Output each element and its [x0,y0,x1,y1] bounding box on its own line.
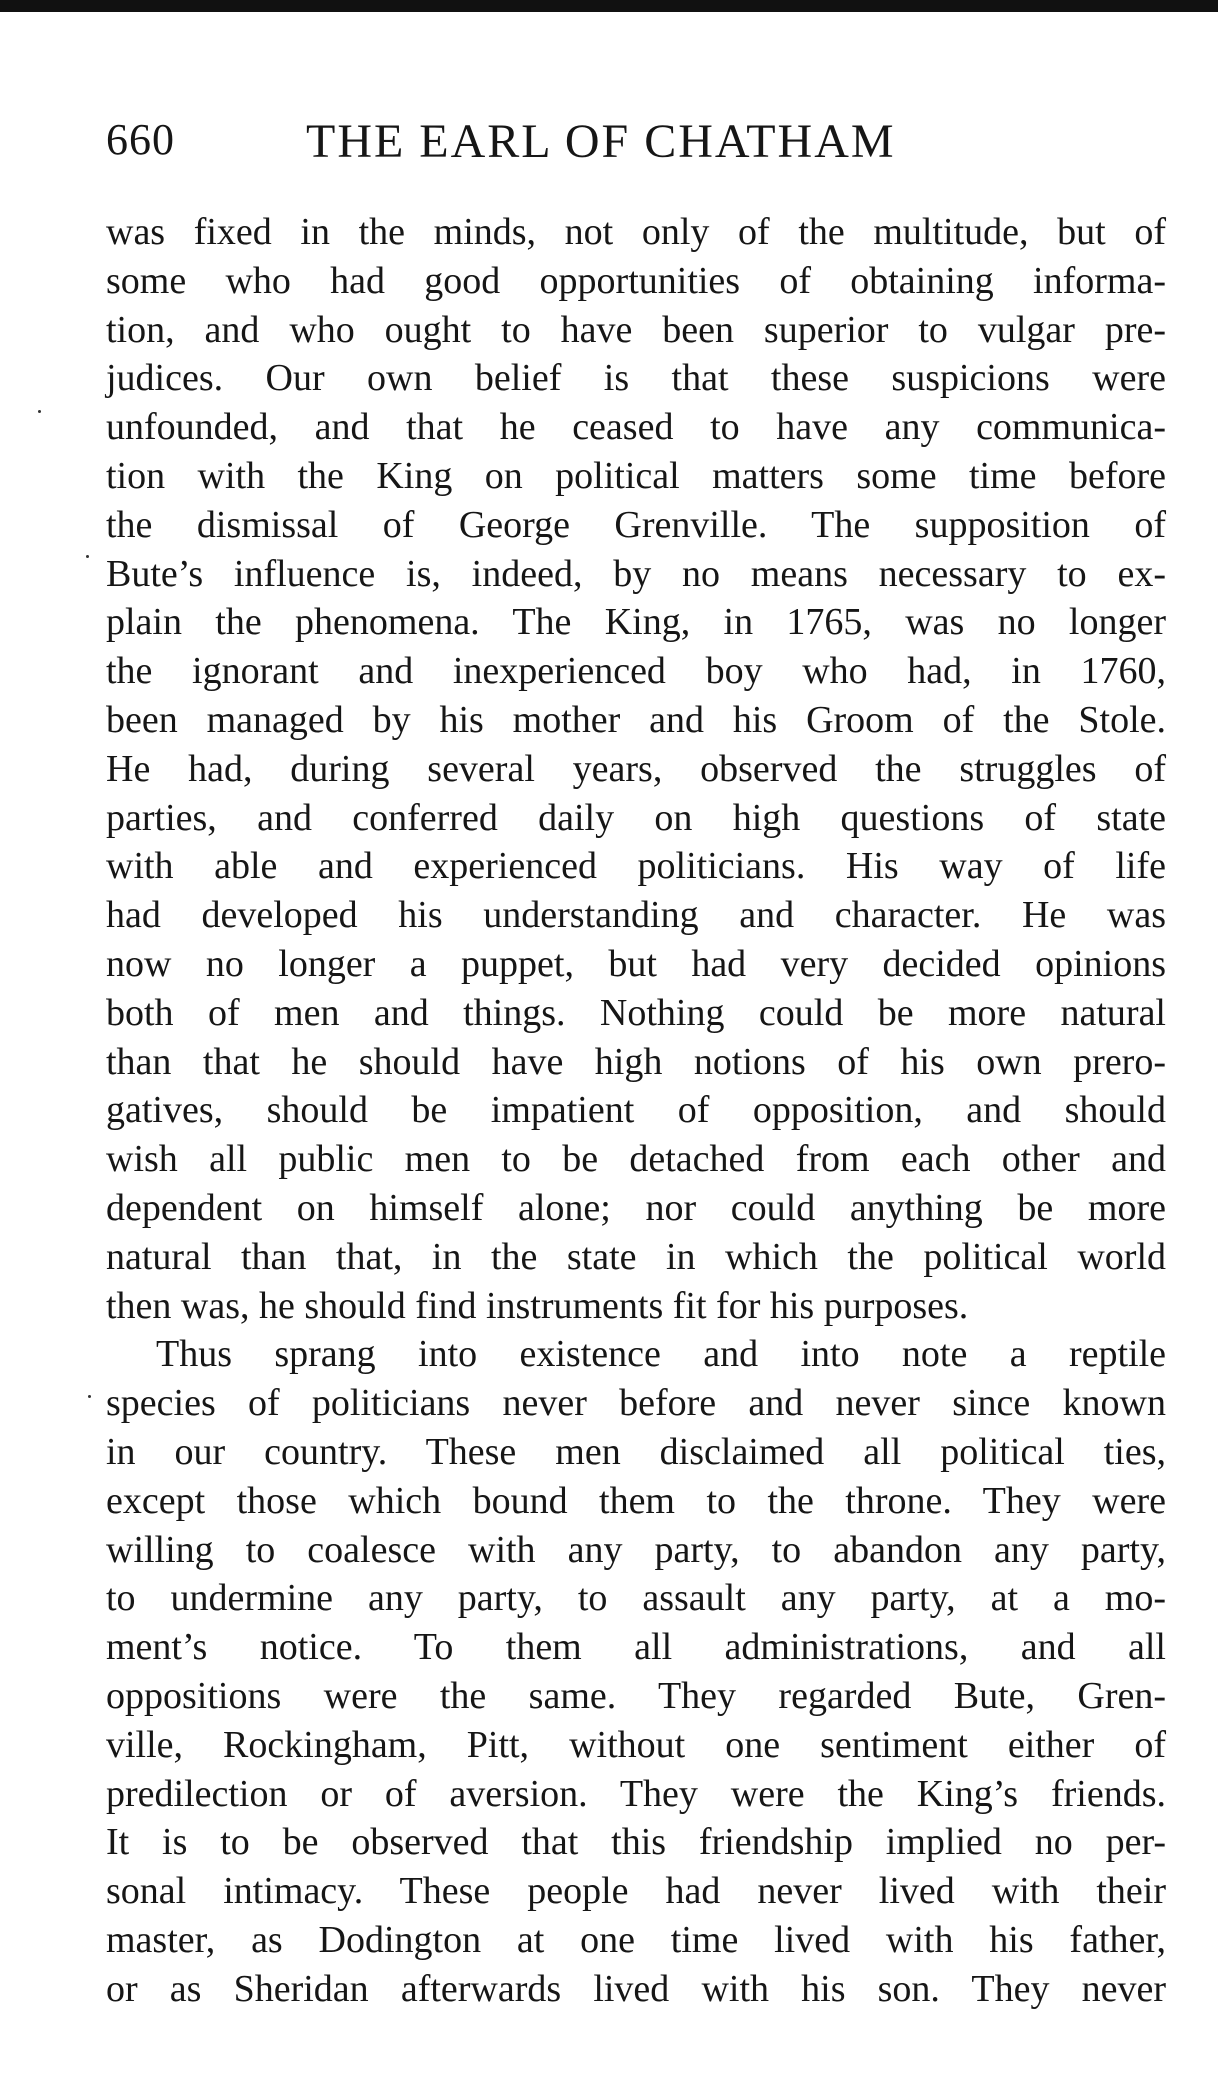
page-header [106,112,1166,172]
text-line: in our country. These men disclaimed all political ties, [106,1430,1166,1473]
text-line: or as Sheridan afterwards lived with his son. They never [106,1967,1166,2010]
scan-speck [38,410,41,413]
scan-speck [88,1395,91,1398]
text-line: to undermine any party, to assault any party, at a mo- [106,1577,1166,1620]
text-line: except those which bound them to the throne. They were [106,1479,1166,1522]
text-line: had developed his understanding and character. He was [106,894,1166,937]
text-line: than that he should have high notions of his own prero- [106,1040,1166,1083]
running-title: THE EARL OF CHATHAM [306,115,896,168]
text-line: ville, Rockingham, Pitt, without one sentiment either of [106,1723,1166,1766]
text-line: tion with the King on political matters some time before [106,454,1166,497]
text-line: Bute’s influence is, indeed, by no means necessary to ex- [106,552,1166,595]
text-line: sonal intimacy. These people had never lived with their [106,1870,1166,1913]
text-line: the dismissal of George Grenville. The supposition of [106,503,1166,546]
text-line: unfounded, and that he ceased to have any communica- [106,406,1166,449]
text-line: wish all public men to be detached from each other and [106,1138,1166,1181]
text-line: some who had good opportunities of obtaining informa- [106,259,1166,302]
text-line: the ignorant and inexperienced boy who had, in 1760, [106,650,1166,693]
text-line: predilection or of aversion. They were the King’s friends. [106,1772,1166,1815]
text-line: species of politicians never before and never since known [106,1382,1166,1425]
text-line: It is to be observed that this friendship implied no per- [106,1821,1166,1864]
text-line: with able and experienced politicians. His way of life [106,845,1166,888]
text-line: gatives, should be impatient of opposition, and should [106,1089,1166,1132]
page-number: 660 [106,115,175,164]
text-line: He had, during several years, observed the struggles of [106,747,1166,790]
text-line: natural than that, in the state in which the political world [106,1235,1166,1278]
text-line: master, as Dodington at one time lived with his father, [106,1918,1166,1961]
text-line: parties, and conferred daily on high questions of state [106,796,1166,839]
text-line: was fixed in the minds, not only of the multitude, but of [106,211,1166,253]
top-border-rule [0,0,1218,12]
text-line: tion, and who ought to have been superior to vulgar pre- [106,308,1166,351]
text-line: dependent on himself alone; nor could anything be more [106,1186,1166,1229]
scan-speck [86,555,89,558]
text-line: ment’s notice. To them all administrations, and all [106,1626,1166,1669]
text-line: judices. Our own belief is that these suspicions were [106,357,1166,400]
text-line: plain the phenomena. The King, in 1765, was no longer [106,601,1166,644]
text-line: been managed by his mother and his Groom of the Stole. [106,698,1166,741]
body-text [106,208,1166,2013]
text-line: oppositions were the same. They regarded Bute, Gren- [106,1674,1166,1717]
text-line: now no longer a puppet, but had very decided opinions [106,942,1166,985]
text-line-paragraph-start: Thus sprang into existence and into note a reptile [156,1333,1166,1376]
text-line: then was, he should find instruments fit for his purposes. [106,1284,969,1327]
text-line: both of men and things. Nothing could be more natural [106,991,1166,1034]
text-line: willing to coalesce with any party, to abandon any party, [106,1528,1166,1571]
